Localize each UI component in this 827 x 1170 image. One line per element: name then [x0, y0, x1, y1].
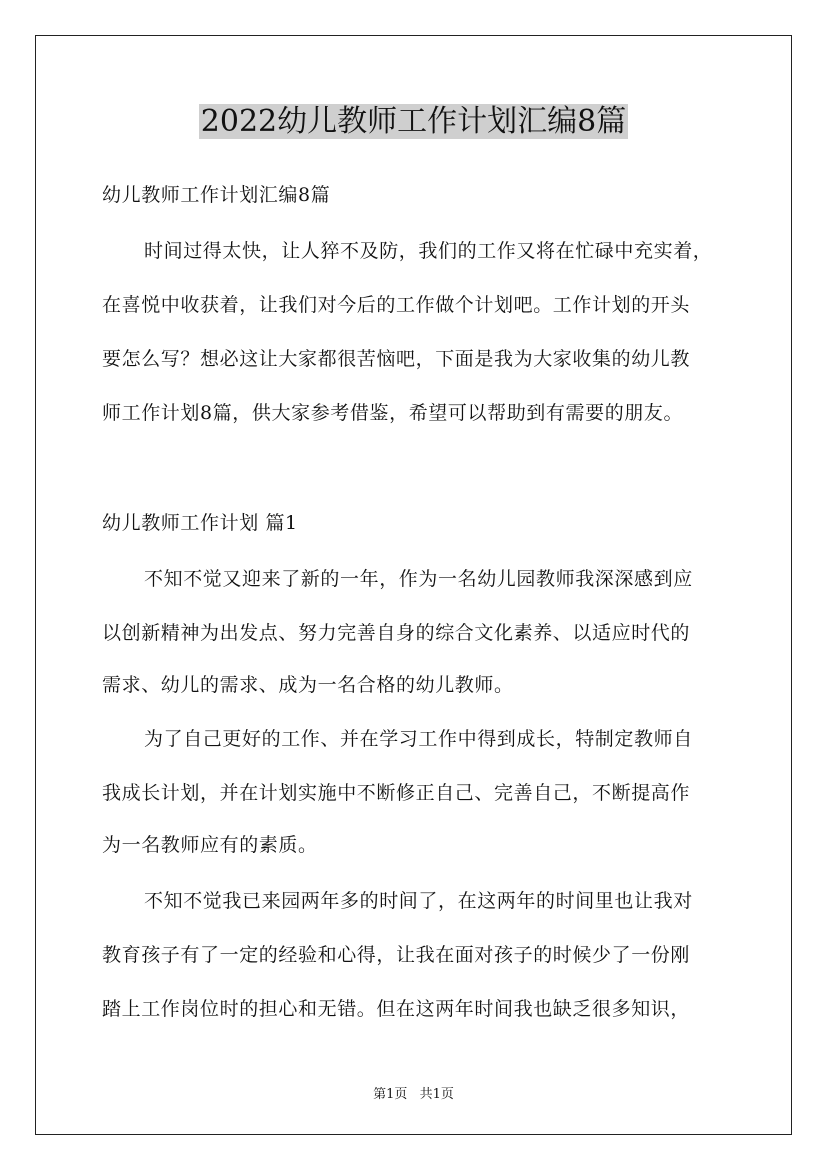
document-title: [0, 100, 827, 144]
paragraph-line: 在喜悦中收获着，让我们对今后的工作做个计划吧。工作计划的开头: [102, 294, 691, 316]
paragraph-line: 需求、幼儿的需求、成为一名合格的幼儿教师。: [102, 674, 514, 696]
paragraph-line: 为一名教师应有的素质。: [102, 834, 318, 856]
page-footer: [0, 1083, 827, 1102]
paragraph-line: 教育孩子有了一定的经验和心得，让我在面对孩子的时候少了一份刚: [102, 944, 691, 966]
paragraph-line: 师工作计划8篇，供大家参考借鉴，希望可以帮助到有需要的朋友。: [102, 402, 684, 424]
paragraph-line: 为了自己更好的工作、并在学习工作中得到成长，特制定教师自: [144, 728, 693, 750]
paragraph-line: 时间过得太快，让人猝不及防，我们的工作又将在忙碌中充实着，: [144, 240, 713, 262]
document-title-text: 2022幼儿教师工作计划汇编8篇: [200, 104, 627, 139]
paragraph-line: 以创新精神为出发点、努力完善自身的综合文化素养、以适应时代的: [102, 622, 691, 644]
page-number: 第1页: [373, 1087, 408, 1102]
paragraph-line: 踏上工作岗位时的担心和无错。但在这两年时间我也缺乏很多知识，: [102, 998, 691, 1020]
paragraph-line: 我成长计划，并在计划实施中不断修正自己、完善自己，不断提高作: [102, 782, 691, 804]
section-heading: 幼儿教师工作计划 篇1: [102, 512, 298, 534]
paragraph-line: 不知不觉又迎来了新的一年，作为一名幼儿园教师我深深感到应: [144, 568, 693, 590]
subtitle-line: 幼儿教师工作计划汇编8篇: [102, 184, 331, 206]
paragraph-line: 要怎么写？想必这让大家都很苦恼吧，下面是我为大家收集的幼儿教: [102, 348, 691, 370]
paragraph-line: 不知不觉我已来园两年多的时间了，在这两年的时间里也让我对: [144, 890, 693, 912]
page-total: 共1页: [419, 1087, 454, 1102]
